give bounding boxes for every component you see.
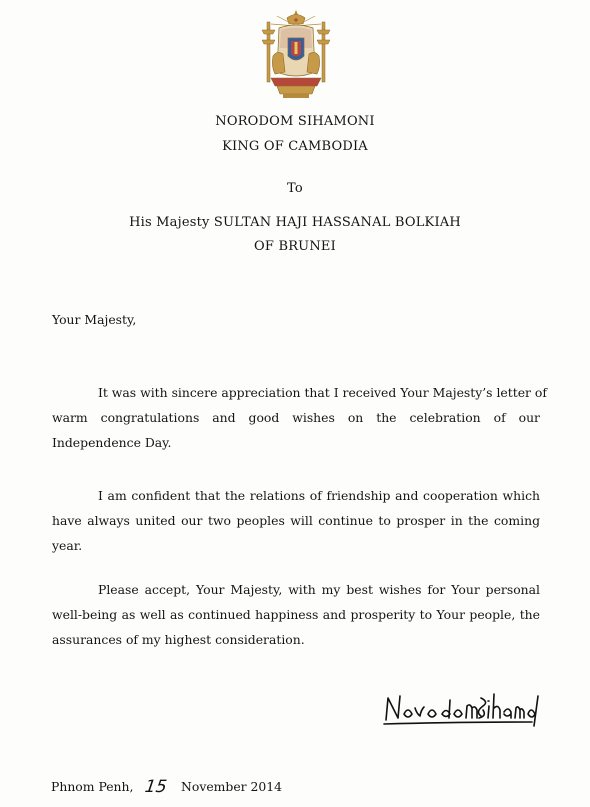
date-month-year: November 2014: [181, 779, 283, 794]
body-paragraph-2: [52, 483, 540, 558]
paragraph-3-line-1: Please accept, Your Majesty, with my best wishes for Your personal: [98, 582, 540, 597]
royal-coat-of-arms-emblem: [257, 8, 335, 100]
date-line: [51, 777, 282, 797]
date-day-handwritten: 15: [144, 777, 169, 797]
paragraph-3-line-3: assurances of my highest consideration.: [52, 632, 305, 647]
date-place: Phnom Penh,: [51, 779, 134, 794]
paragraph-1-line-3: Independence Day.: [52, 435, 172, 450]
paragraph-1-line-2: warm congratulations and good wishes on the celebration of our: [52, 410, 540, 425]
sender-name: NORODOM SIHAMONI: [215, 114, 375, 129]
sender-title: KING OF CAMBODIA: [222, 139, 368, 154]
body-paragraph-3: [52, 577, 540, 652]
paragraph-3-line-2: well-being as well as continued happiness and prosperity to Your people, the: [52, 607, 540, 622]
salutation: Your Majesty,: [52, 312, 137, 327]
addressee-line-2: OF BRUNEI: [254, 239, 336, 254]
handwritten-signature: [382, 686, 542, 728]
paragraph-2-line-2: have always united our two peoples will continue to prosper in the coming: [52, 513, 540, 528]
body-paragraph-1: [52, 380, 547, 455]
paragraph-1-line-1: It was with sincere appreciation that I received Your Majesty’s letter of: [98, 385, 547, 400]
paragraph-2-line-3: year.: [52, 538, 83, 553]
paragraph-2-line-1: I am confident that the relations of friendship and cooperation which: [98, 488, 540, 503]
addressee-line-1: His Majesty SULTAN HAJI HASSANAL BOLKIAH: [129, 215, 461, 230]
to-label: To: [287, 181, 303, 196]
